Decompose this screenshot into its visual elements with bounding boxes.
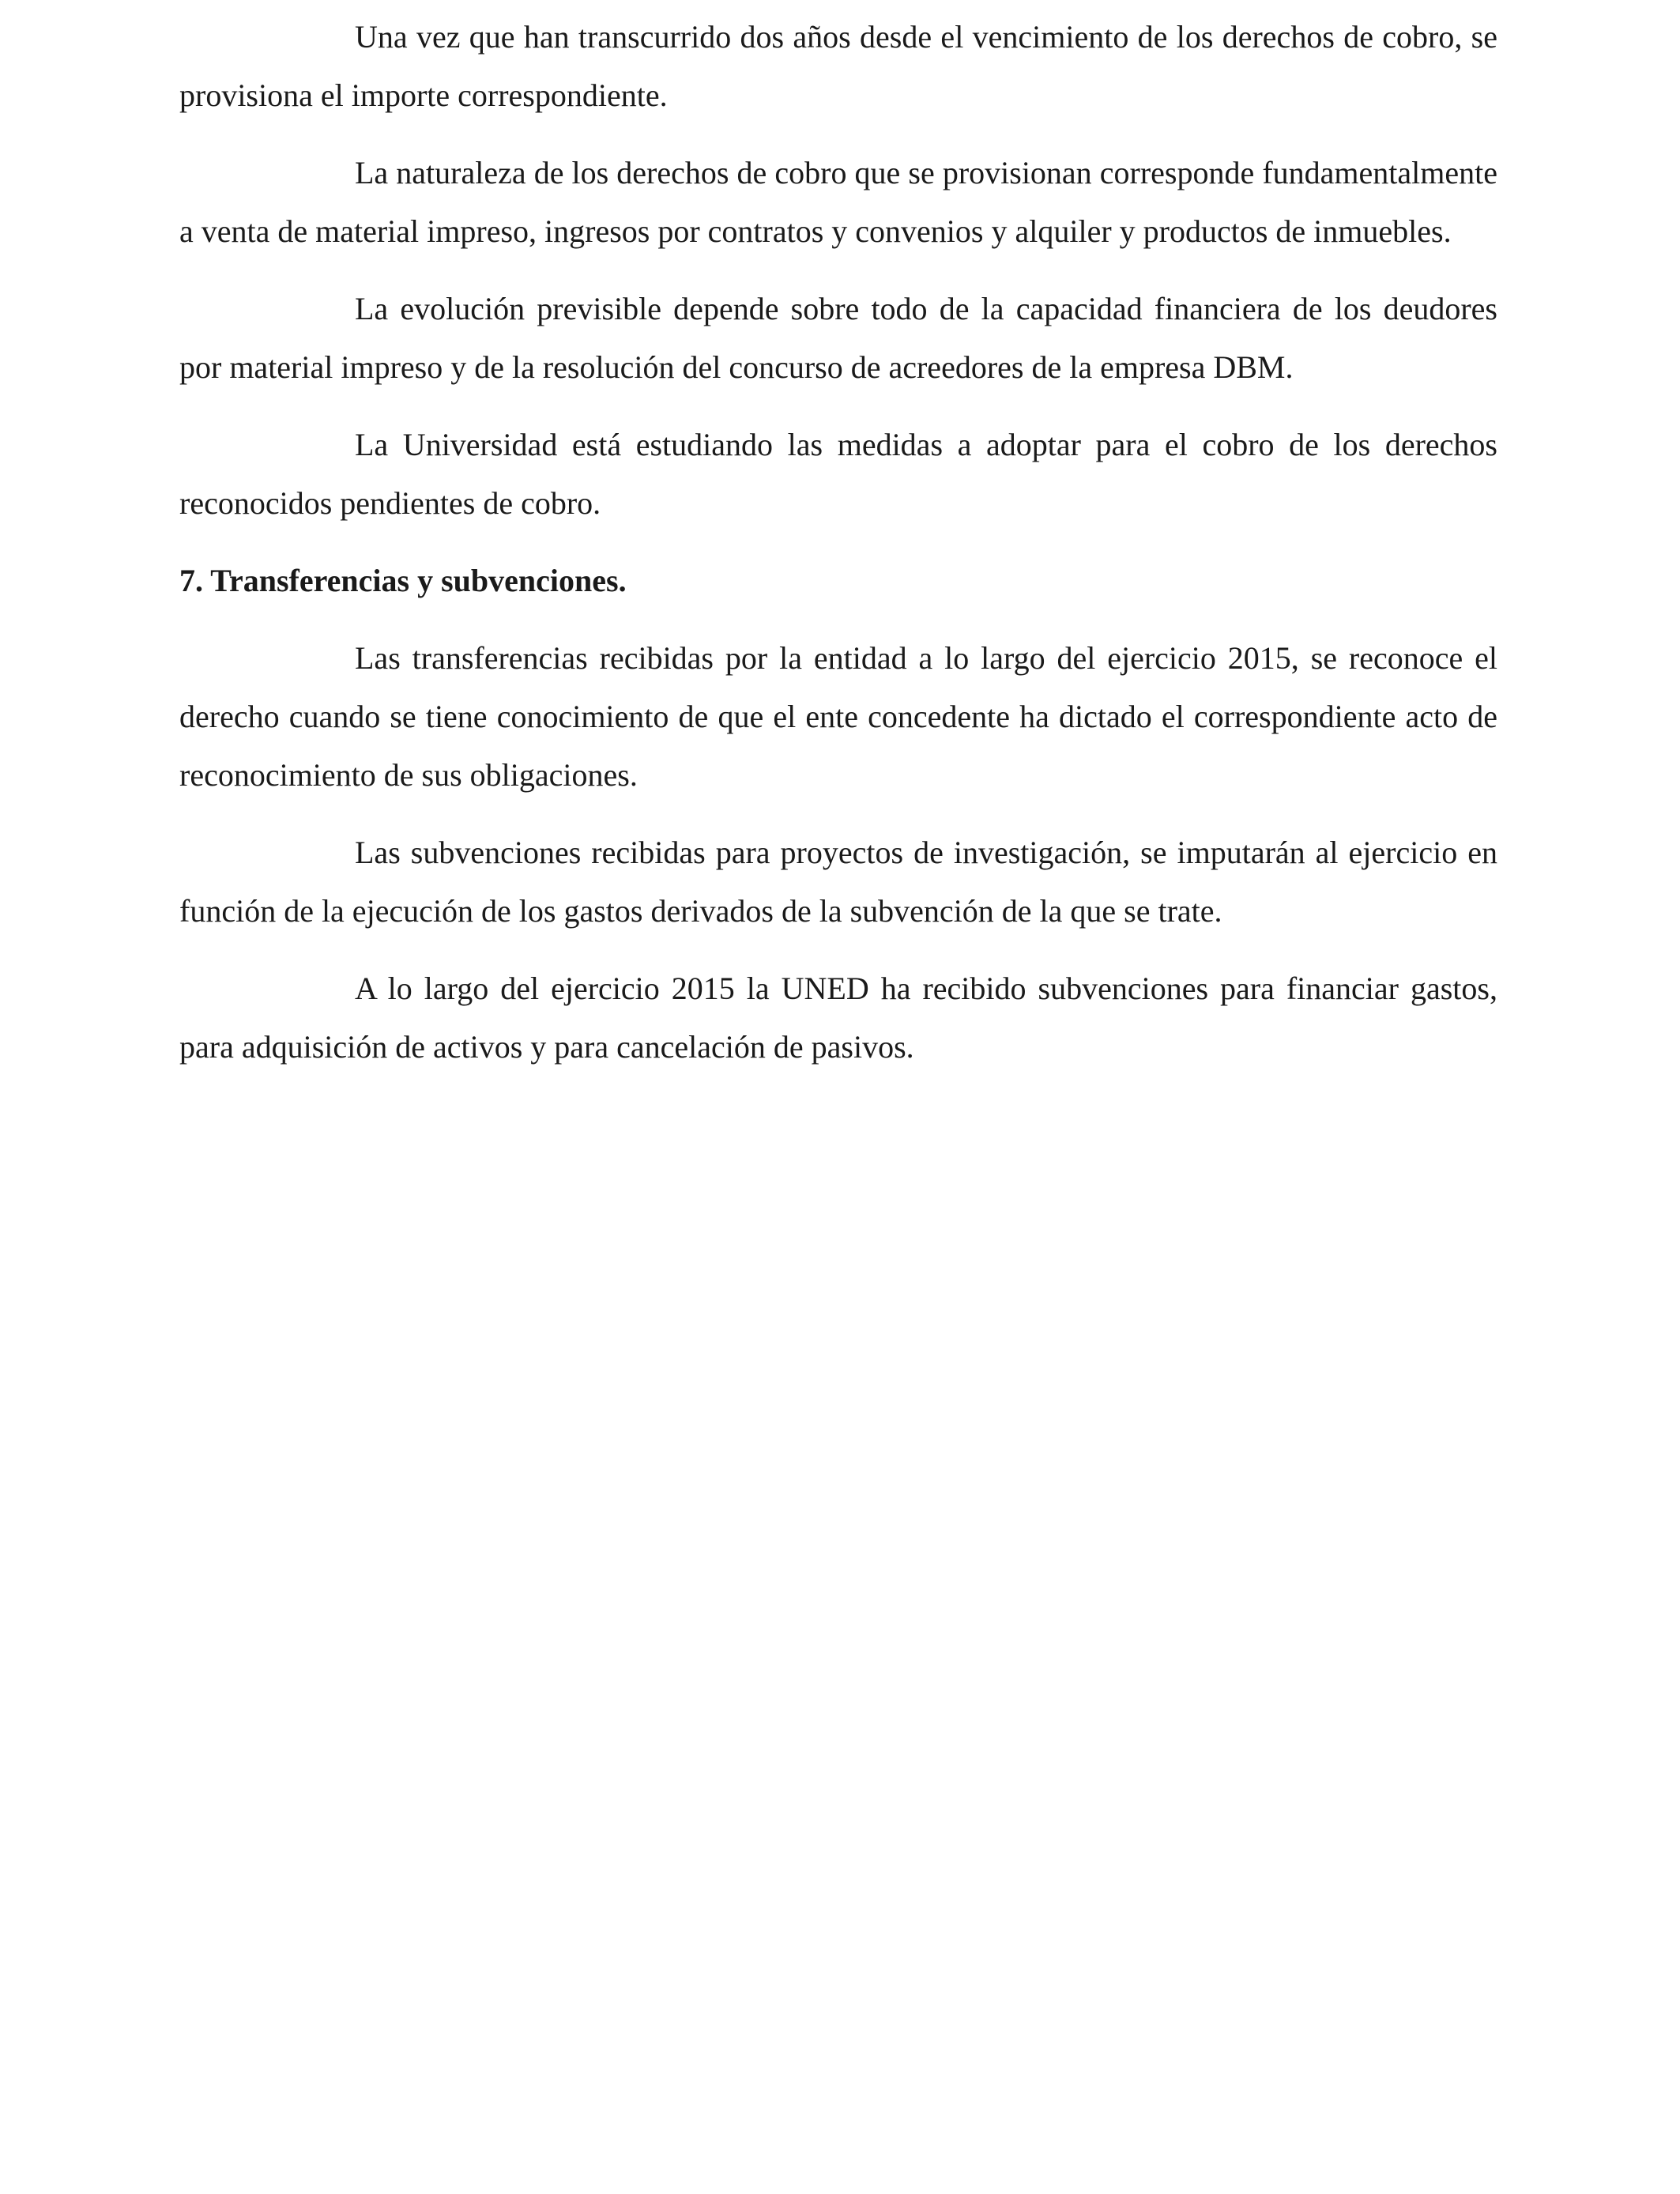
paragraph-expected-evolution: La evolución previsible depende sobre todo de la capacidad financiera de los deudores por material impreso y de la resolución del concurso de acreedores de la empresa DBM. [179,291,1497,385]
paragraph-university-measures: La Universidad está estudiando las medidas a adoptar para el cobro de los derechos reconocidos pendientes de cobro. [179,427,1497,521]
paragraph-transfers: Las transferencias recibidas por la entidad a lo largo del ejercicio 2015, se reconoce el derecho cuando se tiene conocimiento de que el ente concedente ha dictado el correspondiente acto de reconocimiento de sus obligaciones. [179,640,1497,793]
document-body [179,8,1497,1095]
section-heading: 7. Transferencias y subvenciones. [179,563,627,598]
paragraph-nature-of-rights: La naturaleza de los derechos de cobro que se provisionan corresponde fundamentalmente a venta de material impreso, ingresos por contratos y convenios y alquiler y productos de inmuebles. [179,155,1497,249]
paragraph-uned-subsidies: A lo largo del ejercicio 2015 la UNED ha recibido subvenciones para financiar gastos, para adquisición de activos y para cancelación de pasivos. [179,971,1497,1065]
paragraph-provision-rule: Una vez que han transcurrido dos años desde el vencimiento de los derechos de cobro, se provisiona el importe correspondiente. [179,19,1497,113]
paragraph-research-subsidies: Las subvenciones recibidas para proyectos de investigación, se imputarán al ejercicio en función de la ejecución de los gastos derivados de la subvención de la que se trate. [179,835,1497,929]
